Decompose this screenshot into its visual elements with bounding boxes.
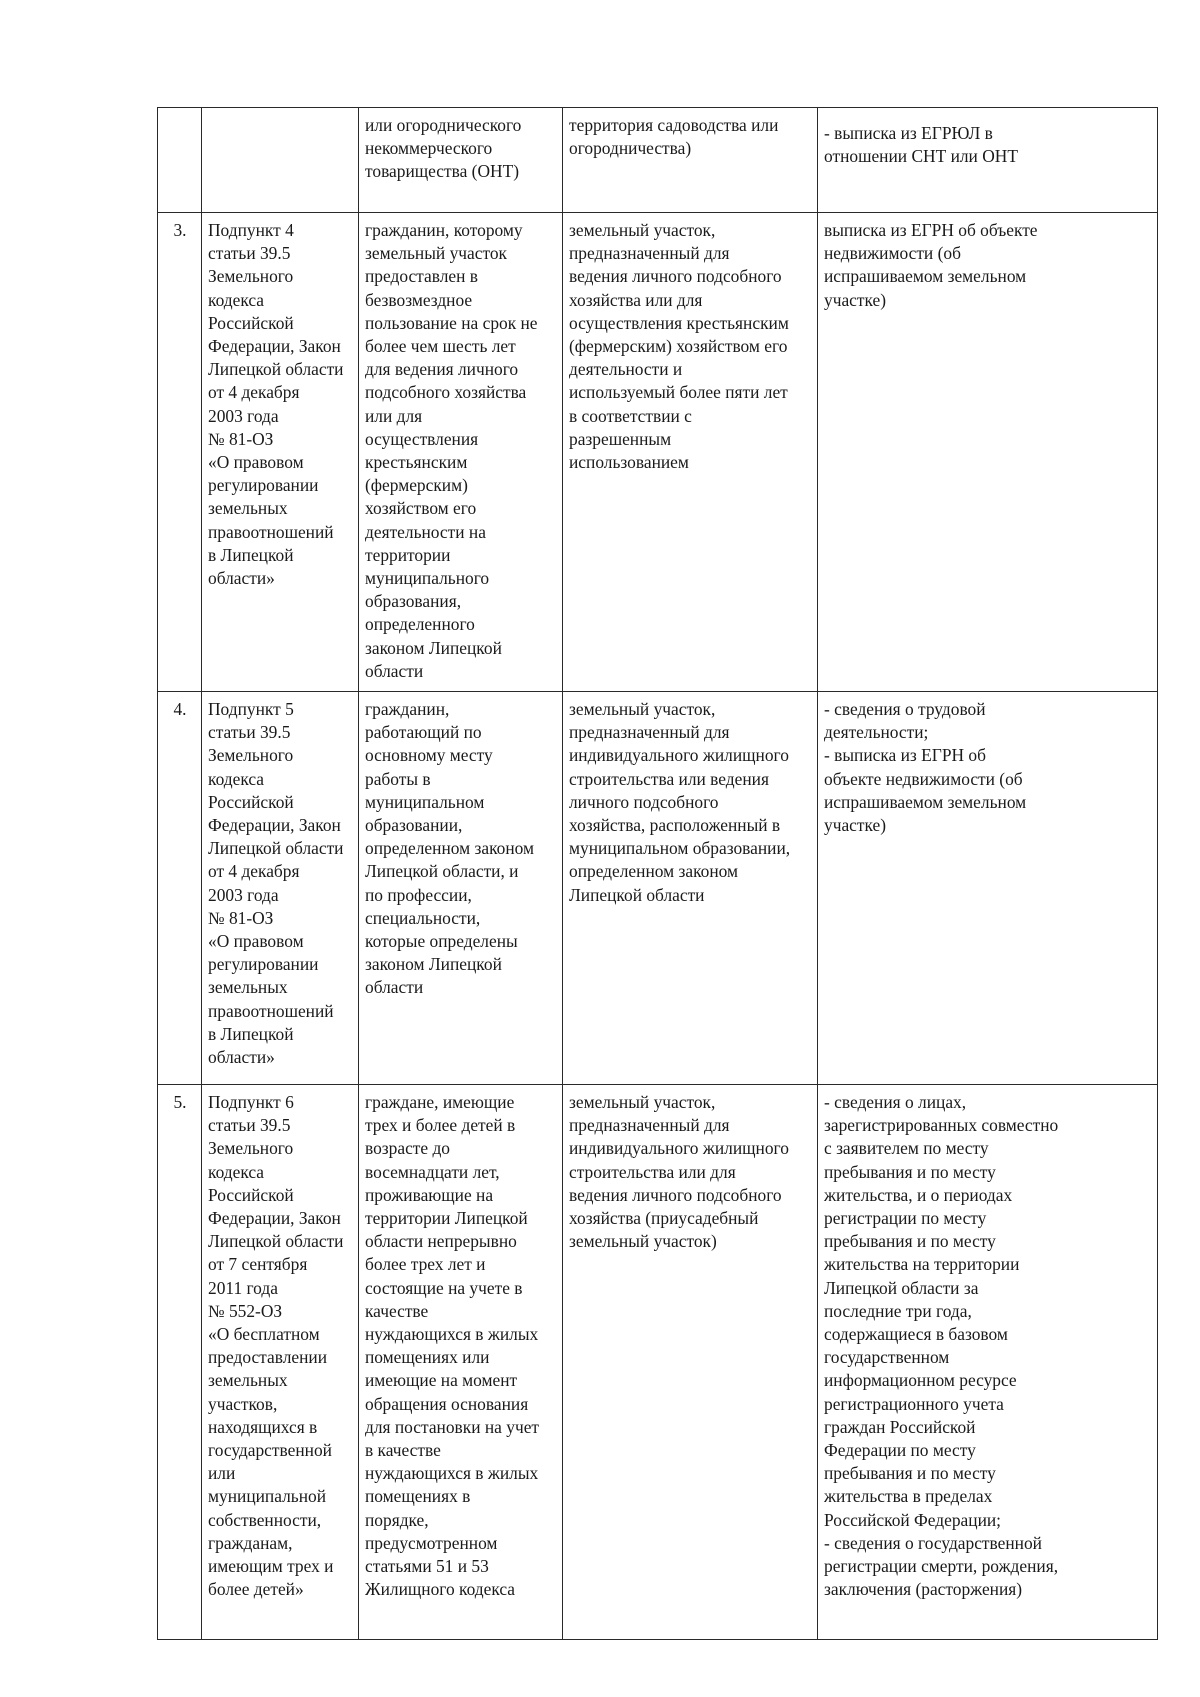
legal-basis-cell — [202, 108, 359, 213]
land-plot-cell: земельный участок, предназначенный для индивидуального жилищного строительства или для ведения личного подсобного хозяйства (приусадебный земельный участок) — [563, 1085, 818, 1640]
land-plot-cell: земельный участок, предназначенный для ведения личного подсобного хозяйства или для осуществления крестьянским (фермерским) хозяйством его деятельности и используемый более пяти лет в соответствии с разрешенным использованием — [563, 213, 818, 692]
table-row — [158, 1085, 1158, 1640]
table-row — [158, 213, 1158, 692]
legal-basis-cell: Подпункт 6 статьи 39.5 Земельного кодекса Российской Федерации, Закон Липецкой области от 7 сентября 2011 года № 552-ОЗ «О бесплатном предоставлении земельных участков, находящихся в государственной или муниципальной собственности, гражданам, имеющим трех и более детей» — [202, 1085, 359, 1640]
land-allocation-table — [157, 107, 1158, 1640]
row-number — [158, 108, 202, 213]
legal-basis-cell: Подпункт 4 статьи 39.5 Земельного кодекса Российской Федерации, Закон Липецкой области от 4 декабря 2003 года № 81-ОЗ «О правовом регулировании земельных правоотношений в Липецкой области» — [202, 213, 359, 692]
documents-cell: - сведения о трудовой деятельности; - выписка из ЕГРН об объекте недвижимости (об испрашиваемом земельном участке) — [818, 692, 1158, 1085]
row-number: 5. — [158, 1085, 202, 1640]
land-plot-cell: территория садоводства или огородничества) — [563, 108, 818, 213]
applicant-cell: или огороднического некоммерческого товарищества (ОНТ) — [359, 108, 563, 213]
table-row — [158, 692, 1158, 1085]
documents-cell: выписка из ЕГРН об объекте недвижимости (об испрашиваемом земельном участке) — [818, 213, 1158, 692]
land-plot-cell: земельный участок, предназначенный для индивидуального жилищного строительства или ведения личного подсобного хозяйства, расположенный в муниципальном образовании, определенном законом Липецкой области — [563, 692, 818, 1085]
applicant-cell: гражданин, которому земельный участок предоставлен в безвозмездное пользование на срок не более чем шесть лет для ведения личного подсобного хозяйства или для осуществления крестьянским (фермерским) хозяйством его деятельности на территории муниципального образования, определенного законом Липецкой области — [359, 213, 563, 692]
documents-cell: - сведения о лицах, зарегистрированных совместно с заявителем по месту пребывания и по месту жительства, и о периодах регистрации по месту пребывания и по месту жительства на территории Липецкой области за последние три года, содержащиеся в базовом государственном информационном ресурсе регистрационного учета граждан Российской Федерации по месту пребывания и по месту жительства в пределах Российской Федерации; - сведения о государственной регистрации смерти, рождения, заключения (расторжения) — [818, 1085, 1158, 1640]
legal-basis-cell: Подпункт 5 статьи 39.5 Земельного кодекса Российской Федерации, Закон Липецкой области от 4 декабря 2003 года № 81-ОЗ «О правовом регулировании земельных правоотношений в Липецкой области» — [202, 692, 359, 1085]
row-number: 3. — [158, 213, 202, 692]
row-number: 4. — [158, 692, 202, 1085]
applicant-cell: граждане, имеющие трех и более детей в возрасте до восемнадцати лет, проживающие на территории Липецкой области непрерывно более трех лет и состоящие на учете в качестве нуждающихся в жилых помещениях или имеющие на момент обращения основания для постановки на учет в качестве нуждающихся в жилых помещениях в порядке, предусмотренном статьями 51 и 53 Жилищного кодекса — [359, 1085, 563, 1640]
table-row — [158, 108, 1158, 213]
applicant-cell: гражданин, работающий по основному месту работы в муниципальном образовании, определенном законом Липецкой области, и по профессии, специальности, которые определены законом Липецкой области — [359, 692, 563, 1085]
documents-cell: - выписка из ЕГРЮЛ в отношении СНТ или ОНТ — [818, 108, 1158, 213]
